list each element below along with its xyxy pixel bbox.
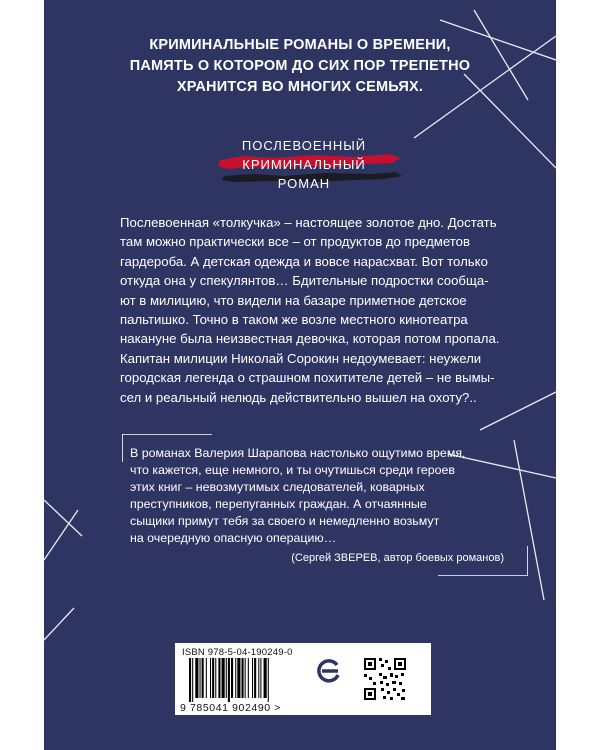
annotation-line: ют в милицию, что видели на базаре приметное детское <box>120 292 467 308</box>
tagline-line: КРИМИНАЛЬНЫЕ РОМАНЫ О ВРЕМЕНИ, <box>149 37 451 53</box>
tagline-line: ПАМЯТЬ О КОТОРОМ ДО СИХ ПОР ТРЕПЕТНО <box>129 58 471 74</box>
annotation-line: сел и реальный нелюдь действительно вышел на охоту?.. <box>120 389 477 405</box>
series-line: ПОСЛЕВОЕННЫЙ <box>241 138 367 153</box>
social-qr <box>359 643 416 715</box>
quote-line: преступников, перепуганных граждан. А отчаянные <box>130 496 427 511</box>
barcode-digits: 9 785041 902490 > <box>180 702 281 714</box>
annotation-line: пальтишко. Точно в таком же возле местного кинотеатра <box>120 312 468 328</box>
quote-line: на очередную опасную операцию… <box>130 530 337 545</box>
series-badge <box>214 136 404 194</box>
book-annotation <box>120 213 540 407</box>
quote-line: этих книг – невозмутимых следователей, коварных <box>130 479 425 494</box>
series-line: КРИМИНАЛЬНЫЙ <box>242 157 366 172</box>
quote-line: В романах Валерия Шарапова настолько ощутимо время, <box>130 446 466 460</box>
series-line: РОМАН <box>277 176 331 191</box>
annotation-line: Послевоенная «толкучка» – настоящее золотое дно. Достать <box>120 215 497 230</box>
publisher-logo <box>304 647 356 715</box>
annotation-line: откуда она у спекулянтов… Бдительные подростки сообща- <box>120 273 489 289</box>
annotation-line: гардероба. А детская одежда и вовсе нарасхват. Вот только <box>120 253 488 269</box>
barcode-icon <box>189 658 297 702</box>
quote-attribution: (Сергей ЗВЕРЕВ, автор боевых романов) <box>291 552 504 564</box>
publisher-site: eksmo.ru <box>312 696 348 706</box>
isbn-label: ISBN 978-5-04-190249-0 <box>182 647 293 658</box>
qr-label: НАШИ СОЦСЕТИ <box>359 645 416 652</box>
annotation-line: городская легенда о страшном похитителе детей – не вымы- <box>120 370 495 386</box>
series-label <box>214 136 394 193</box>
back-cover <box>44 0 556 750</box>
review-quote <box>122 434 528 576</box>
quote-text <box>130 445 510 546</box>
annotation-line: накануне была неизвестная девочка, которая потом пропала. <box>120 331 500 347</box>
annotation-line: Капитан милиции Николай Сорокин недоумевает: неужели <box>120 350 482 366</box>
tagline-line: ХРАНИТСЯ ВО МНОГИХ СЕМЬЯХ. <box>176 79 424 95</box>
eksmo-logo-icon <box>312 653 348 689</box>
qr-code-icon <box>361 655 409 703</box>
annotation-line: там можно практически все – от продуктов до предметов <box>120 234 470 250</box>
quote-line: сыщики примут тебя за своего и немедленно возьмут <box>130 513 440 528</box>
tagline <box>44 35 556 98</box>
quote-line: что кажется, еще немного, и ты очутишься среди героев <box>130 462 455 477</box>
